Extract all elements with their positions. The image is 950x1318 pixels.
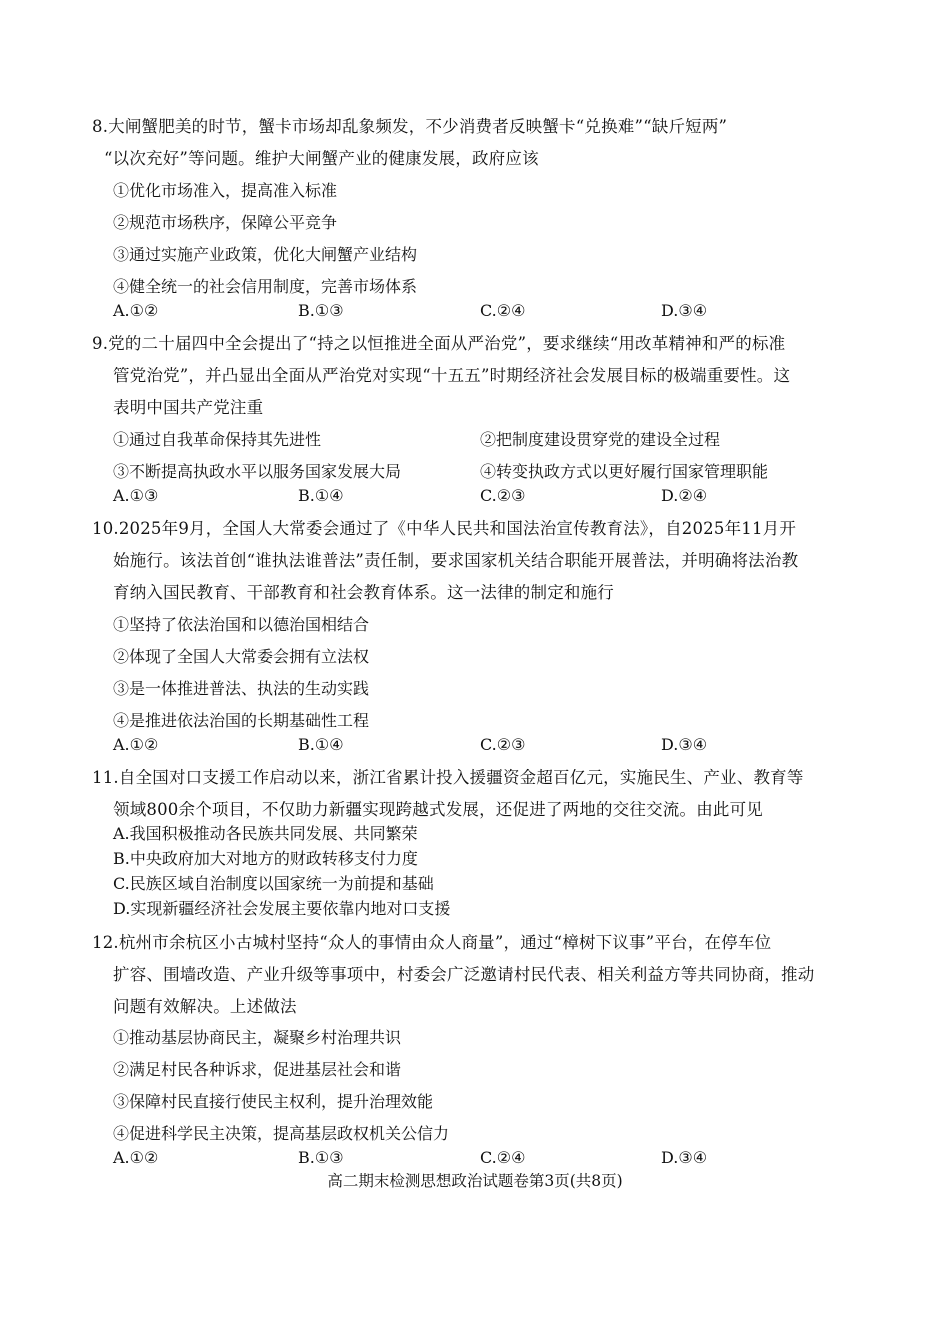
question-stem-line: 领域800余个项目，不仅助力新疆实现跨越式发展，还促进了两地的交往交流。由此可见: [113, 800, 763, 819]
question-stem-line: 12.杭州市余杭区小古城村坚持“众人的事情由众人商量”，通过“樟树下议事”平台，在停车位: [92, 933, 772, 952]
question-stem-line: 管党治党”，并凸显出全面从严治党对实现“十五五”时期经济社会发展目标的极端重要性。这: [113, 366, 791, 385]
question-stem-line: 表明中国共产党注重: [113, 398, 264, 417]
statement-2: ②满足村民各种诉求，促进基层社会和谐: [113, 1060, 402, 1079]
statement-3: ③是一体推进普法、执法的生动实践: [113, 679, 370, 698]
statement-3: ③保障村民直接行使民主权利，提升治理效能: [113, 1092, 434, 1111]
choice-c: C.②③: [480, 486, 526, 505]
statement-2: ②把制度建设贯穿党的建设全过程: [480, 430, 721, 449]
choice-c: C.②④: [480, 1148, 526, 1167]
statement-1: ①推动基层协商民主，凝聚乡村治理共识: [113, 1028, 402, 1047]
statement-3: ③不断提高执政水平以服务国家发展大局: [113, 462, 402, 481]
choice-b: B.①④: [298, 735, 344, 754]
choice-c: C.②④: [480, 301, 526, 320]
statement-1: ①优化市场准入，提高准入标准: [113, 181, 338, 200]
statement-4: ④健全统一的社会信用制度，完善市场体系: [113, 277, 418, 296]
question-stem-line: 9.党的二十届四中全会提出了“持之以恒推进全面从严治党”，要求继续“用改革精神和严的标准: [92, 334, 786, 353]
question-stem-line: 10.2025年9月，全国人大常委会通过了《中华人民共和国法治宣传教育法》，自2025年11月开: [92, 519, 797, 538]
choice-d: D.③④: [661, 735, 708, 754]
choice-d: D.③④: [661, 301, 708, 320]
choice-d: D.实现新疆经济社会发展主要依靠内地对口支援: [113, 899, 451, 918]
statement-2: ②规范市场秩序，保障公平竞争: [113, 213, 338, 232]
statement-3: ③通过实施产业政策，优化大闸蟹产业结构: [113, 245, 418, 264]
choice-c: C.民族区域自治制度以国家统一为前提和基础: [113, 874, 434, 893]
choice-d: D.③④: [661, 1148, 708, 1167]
page-footer: 高二期末检测思想政治试题卷第3页(共8页): [327, 1172, 623, 1190]
choice-b: B.①④: [298, 486, 344, 505]
choice-d: D.②④: [661, 486, 708, 505]
statement-4: ④促进科学民主决策，提高基层政权机关公信力: [113, 1124, 450, 1143]
statement-1: ①坚持了依法治国和以德治国相结合: [113, 615, 370, 634]
choice-c: C.②③: [480, 735, 526, 754]
statement-1: ①通过自我革命保持其先进性: [113, 430, 322, 449]
question-stem-line: “以次充好”等问题。维护大闸蟹产业的健康发展，政府应该: [104, 149, 539, 168]
choice-b: B.①③: [298, 301, 344, 320]
question-stem-line: 始施行。该法首创“谁执法谁普法”责任制，要求国家机关结合职能开展普法，并明确将法治教: [113, 551, 799, 570]
statement-4: ④转变执政方式以更好履行国家管理职能: [480, 462, 769, 481]
choice-a: A.①③: [113, 486, 159, 505]
choice-b: B.①③: [298, 1148, 344, 1167]
choice-a: A.①②: [113, 301, 159, 320]
statement-2: ②体现了全国人大常委会拥有立法权: [113, 647, 370, 666]
choice-a: A.①②: [113, 735, 159, 754]
question-stem-line: 8.大闸蟹肥美的时节，蟹卡市场却乱象频发，不少消费者反映蟹卡“兑换难”“缺斤短两”: [92, 117, 728, 136]
question-stem-line: 问题有效解决。上述做法: [113, 997, 297, 1016]
question-stem-line: 扩容、围墙改造、产业升级等事项中，村委会广泛邀请村民代表、相关利益方等共同协商，推动: [113, 965, 815, 984]
statement-4: ④是推进依法治国的长期基础性工程: [113, 711, 370, 730]
choice-a: A.①②: [113, 1148, 159, 1167]
choice-a: A.我国积极推动各民族共同发展、共同繁荣: [113, 824, 418, 843]
choice-b: B.中央政府加大对地方的财政转移支付力度: [113, 849, 418, 868]
question-stem-line: 育纳入国民教育、干部教育和社会教育体系。这一法律的制定和施行: [113, 583, 614, 602]
question-stem-line: 11.自全国对口支援工作启动以来，浙江省累计投入援疆资金超百亿元，实施民生、产业、教育等: [92, 768, 804, 787]
